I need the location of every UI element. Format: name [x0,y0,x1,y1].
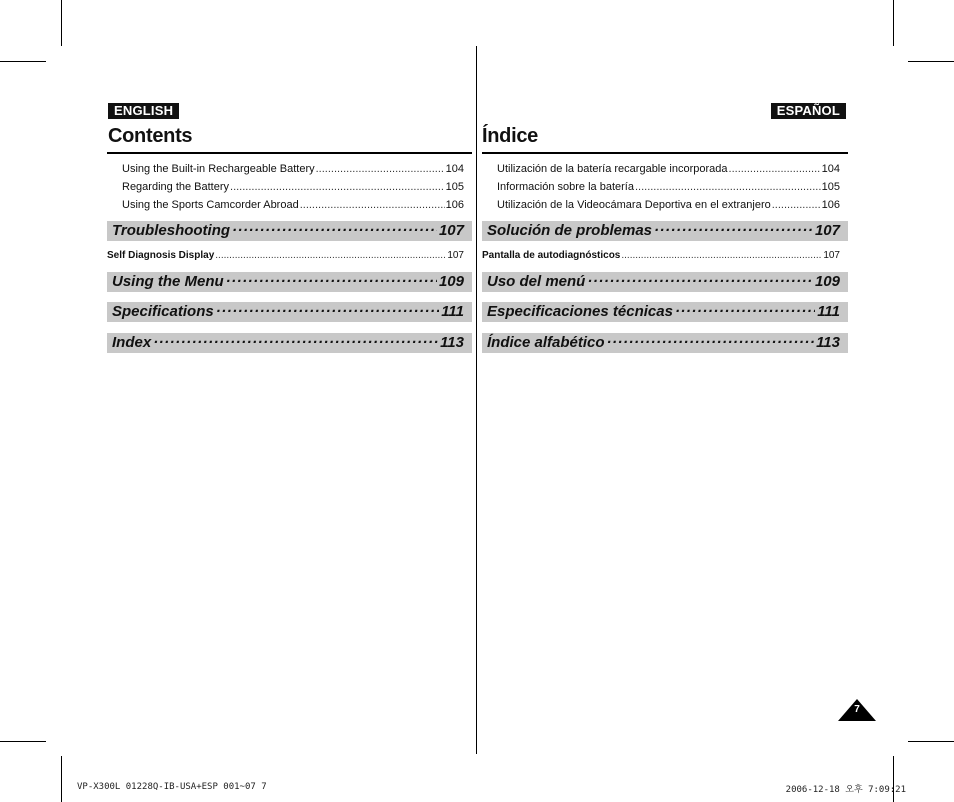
toc-section-troubleshooting[interactable]: Troubleshooting ····· 107 [107,221,472,241]
print-footer-right: 2006-12-18 오후 7:09:21 [785,785,906,795]
crop-mark [0,741,46,742]
spanish-heading: Índice [482,125,538,147]
toc-section-index[interactable]: Index ····· 113 [107,333,472,353]
crop-mark [893,0,894,46]
toc-entry[interactable] [107,248,472,264]
spanish-heading-rule [482,152,848,154]
toc-entry-title: Utilización de la batería recargable incorporada [497,163,728,175]
toc-entry-title: Información sobre la batería [497,181,634,193]
crop-mark [908,741,954,742]
toc-entry[interactable] [107,196,472,214]
crop-mark [893,756,894,802]
toc-entry-page: 106 [445,199,464,211]
toc-section-troubleshooting[interactable]: Solución de problemas ····· 107 [482,221,848,241]
toc-section-specifications[interactable]: Specifications ····· 111 [107,302,472,322]
crop-mark [908,61,954,62]
toc-entry-page: 105 [445,181,464,193]
toc-entry-page: 106 [821,199,840,211]
toc-entry-page: 107 [823,250,840,261]
toc-entry-title: Using the Built-in Rechargeable Battery [122,163,315,175]
crop-mark [61,756,62,802]
english-heading-rule [107,152,472,154]
toc-section-menu[interactable]: Uso del menú ····· 109 [482,272,848,292]
toc-entry-title: Utilización de la Videocámara Deportiva en el extranjero [497,199,771,211]
toc-entry-page: 104 [445,163,464,175]
english-heading: Contents [108,125,193,147]
toc-entry-page: 105 [821,181,840,193]
toc-entry-title: Self Diagnosis Display [107,250,215,261]
toc-entry[interactable] [107,160,472,178]
spanish-toc [482,160,848,353]
print-footer-left: VP-X300L 01228Q-IB-USA+ESP 001~07 7 [77,782,267,792]
toc-entry[interactable] [482,160,848,178]
english-badge: ENGLISH [108,103,179,119]
toc-entry[interactable] [482,178,848,196]
toc-entry[interactable] [107,178,472,196]
center-divider [476,46,477,754]
crop-mark [61,0,62,46]
toc-entry-title: Regarding the Battery [122,181,230,193]
page-number: 7 [854,704,860,715]
english-toc [107,160,472,353]
toc-section-menu[interactable]: Using the Menu ····· 109 [107,272,472,292]
toc-entry-page: 107 [447,250,464,261]
toc-section-specifications[interactable]: Especificaciones técnicas ····· 111 [482,302,848,322]
crop-mark [0,61,46,62]
toc-entry-title: Pantalla de autodiagnósticos [482,250,621,261]
toc-entry-title: Using the Sports Camcorder Abroad [122,199,299,211]
toc-section-index[interactable]: Índice alfabético ····· 113 [482,333,848,353]
spanish-badge: ESPAÑOL [771,103,846,119]
toc-entry[interactable] [482,196,848,214]
toc-entry[interactable] [482,248,848,264]
toc-entry-page: 104 [821,163,840,175]
